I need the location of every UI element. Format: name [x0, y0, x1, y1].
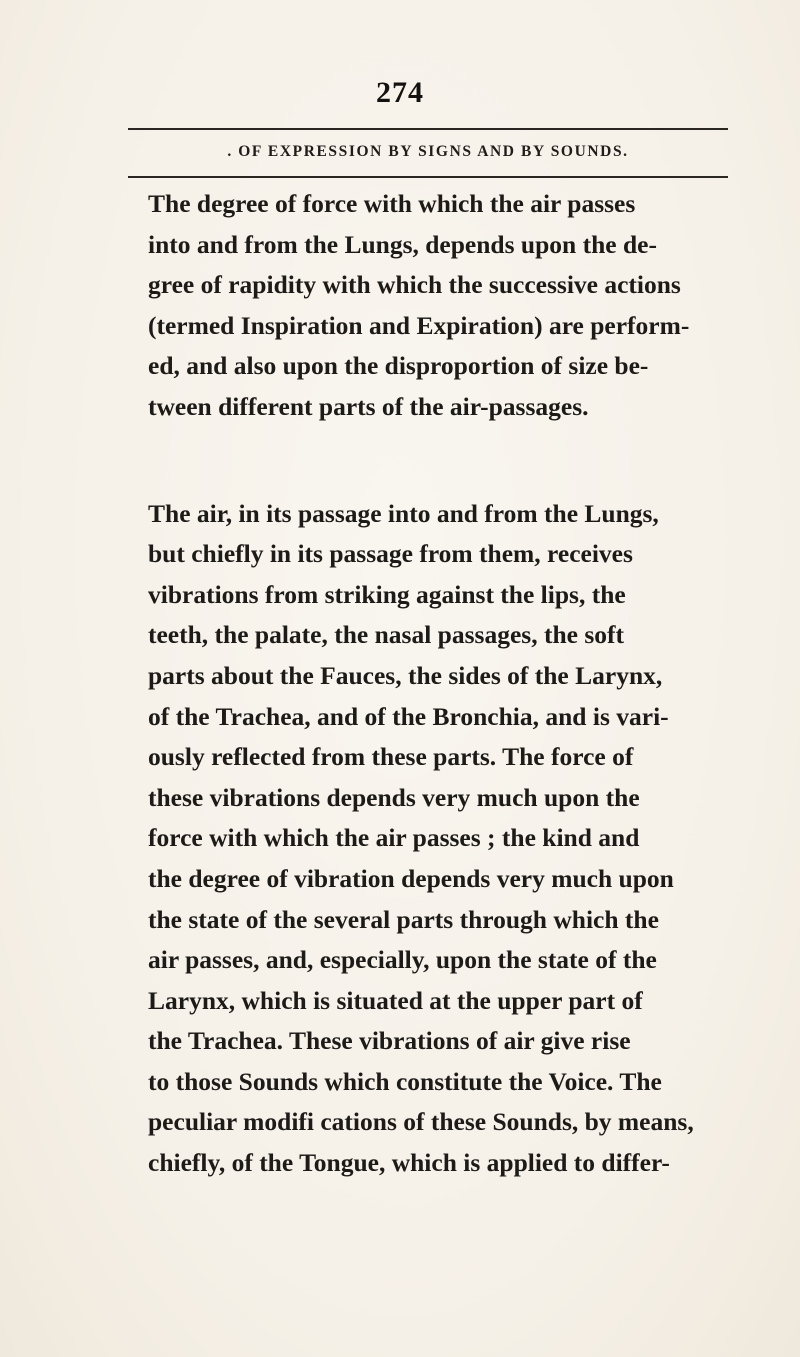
text-line: chiefly, of the Tongue, which is applied to differ- — [148, 1148, 670, 1178]
text-line: to those Sounds which constitute the Voice. The — [148, 1066, 662, 1096]
text-line: the Trachea. These vibrations of air give rise — [148, 1026, 631, 1056]
body-text — [148, 184, 738, 1184]
text-line: but chiefly in its passage from them, receives — [148, 539, 633, 569]
header-rule-bottom — [128, 176, 728, 178]
page-number: 274 — [376, 76, 424, 109]
text-line: the degree of vibration depends very much upon — [148, 863, 674, 893]
text-line: teeth, the palate, the nasal passages, the soft — [148, 620, 624, 650]
paragraph-2 — [148, 494, 738, 1184]
text-line: gree of rapidity with which the successive actions — [148, 270, 681, 300]
text-line: the state of the several parts through which the — [148, 904, 659, 934]
text-line: of the Trachea, and of the Bronchia, and is vari- — [148, 701, 669, 731]
text-line: ed, and also upon the disproportion of size be- — [148, 351, 649, 381]
text-line: force with which the air passes ; the kind and — [148, 823, 640, 853]
header-rule-top — [128, 128, 728, 130]
text-line: tween different parts of the air-passages. — [148, 391, 589, 421]
paragraph-gap — [148, 428, 738, 494]
running-head: . OF EXPRESSION BY SIGNS AND BY SOUNDS. — [227, 143, 629, 160]
text-line: parts about the Fauces, the sides of the Larynx, — [148, 660, 663, 690]
text-line: The degree of force with which the air passes — [148, 189, 636, 218]
text-line: peculiar modifi cations of these Sounds, by means, — [148, 1107, 694, 1137]
text-line: (termed Inspiration and Expiration) are perform- — [148, 310, 690, 340]
text-line: these vibrations depends very much upon the — [148, 782, 640, 812]
text-line: vibrations from striking against the lips, the — [148, 579, 626, 609]
text-line: ously reflected from these parts. The force of — [148, 742, 634, 772]
text-line: The air, in its passage into and from the Lungs, — [148, 498, 659, 528]
text-line: into and from the Lungs, depends upon the de- — [148, 229, 657, 259]
paragraph-1 — [148, 184, 738, 428]
text-line: Larynx, which is situated at the upper part of — [148, 985, 643, 1015]
text-line: air passes, and, especially, upon the state of the — [148, 945, 657, 975]
